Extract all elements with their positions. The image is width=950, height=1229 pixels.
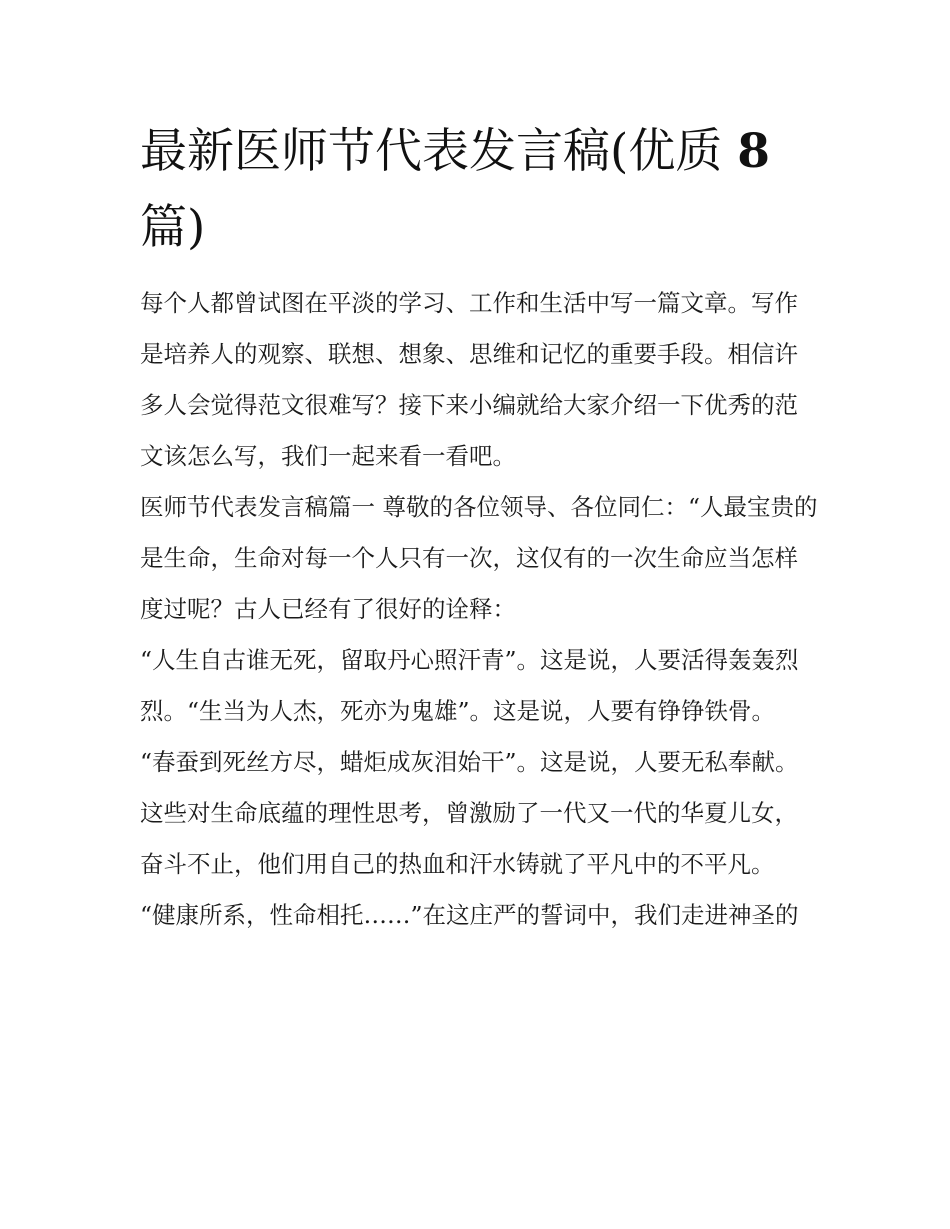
paragraph-intro: 每个人都曾试图在平淡的学习、工作和生活中写一篇文章。写作是培养人的观察、联想、想象、思维和记忆的重要手段。相信许多人会觉得范文很难写？接下来小编就给大家介绍一下优秀的范文该怎么写，我们一起来看一看吧。 <box>140 289 798 470</box>
paragraph-speech-opening: 医师节代表发言稿篇一 尊敬的各位领导、各位同仁：“人最宝贵的是生命，生命对每一个人只有一次，这仅有的一次生命应当怎样度过呢？古人已经有了很好的诠释： <box>140 493 818 623</box>
paragraph-quote-2: “春蚕到死丝方尽，蜡炬成灰泪始干”。这是说，人要无私奉献。 <box>140 748 799 776</box>
paragraph-reflection: 这些对生命底蕴的理性思考，曾激励了一代又一代的华夏儿女，奋斗不止，他们用自己的热血和汗水铸就了平凡中的不平凡。 <box>140 799 798 878</box>
paragraph-quote-1: “人生自古谁无死，留取丹心照汗青”。这是说，人要活得轰轰烈烈。“生当为人杰，死亦为鬼雄”。这是说，人要有铮铮铁骨。 <box>140 646 799 725</box>
document-body <box>140 278 820 941</box>
page-title: 最新医师节代表发言稿(优质 8 篇) <box>140 124 770 255</box>
paragraph-oath: “健康所系，性命相托……”在这庄严的誓词中，我们走进神圣的 <box>140 901 799 929</box>
